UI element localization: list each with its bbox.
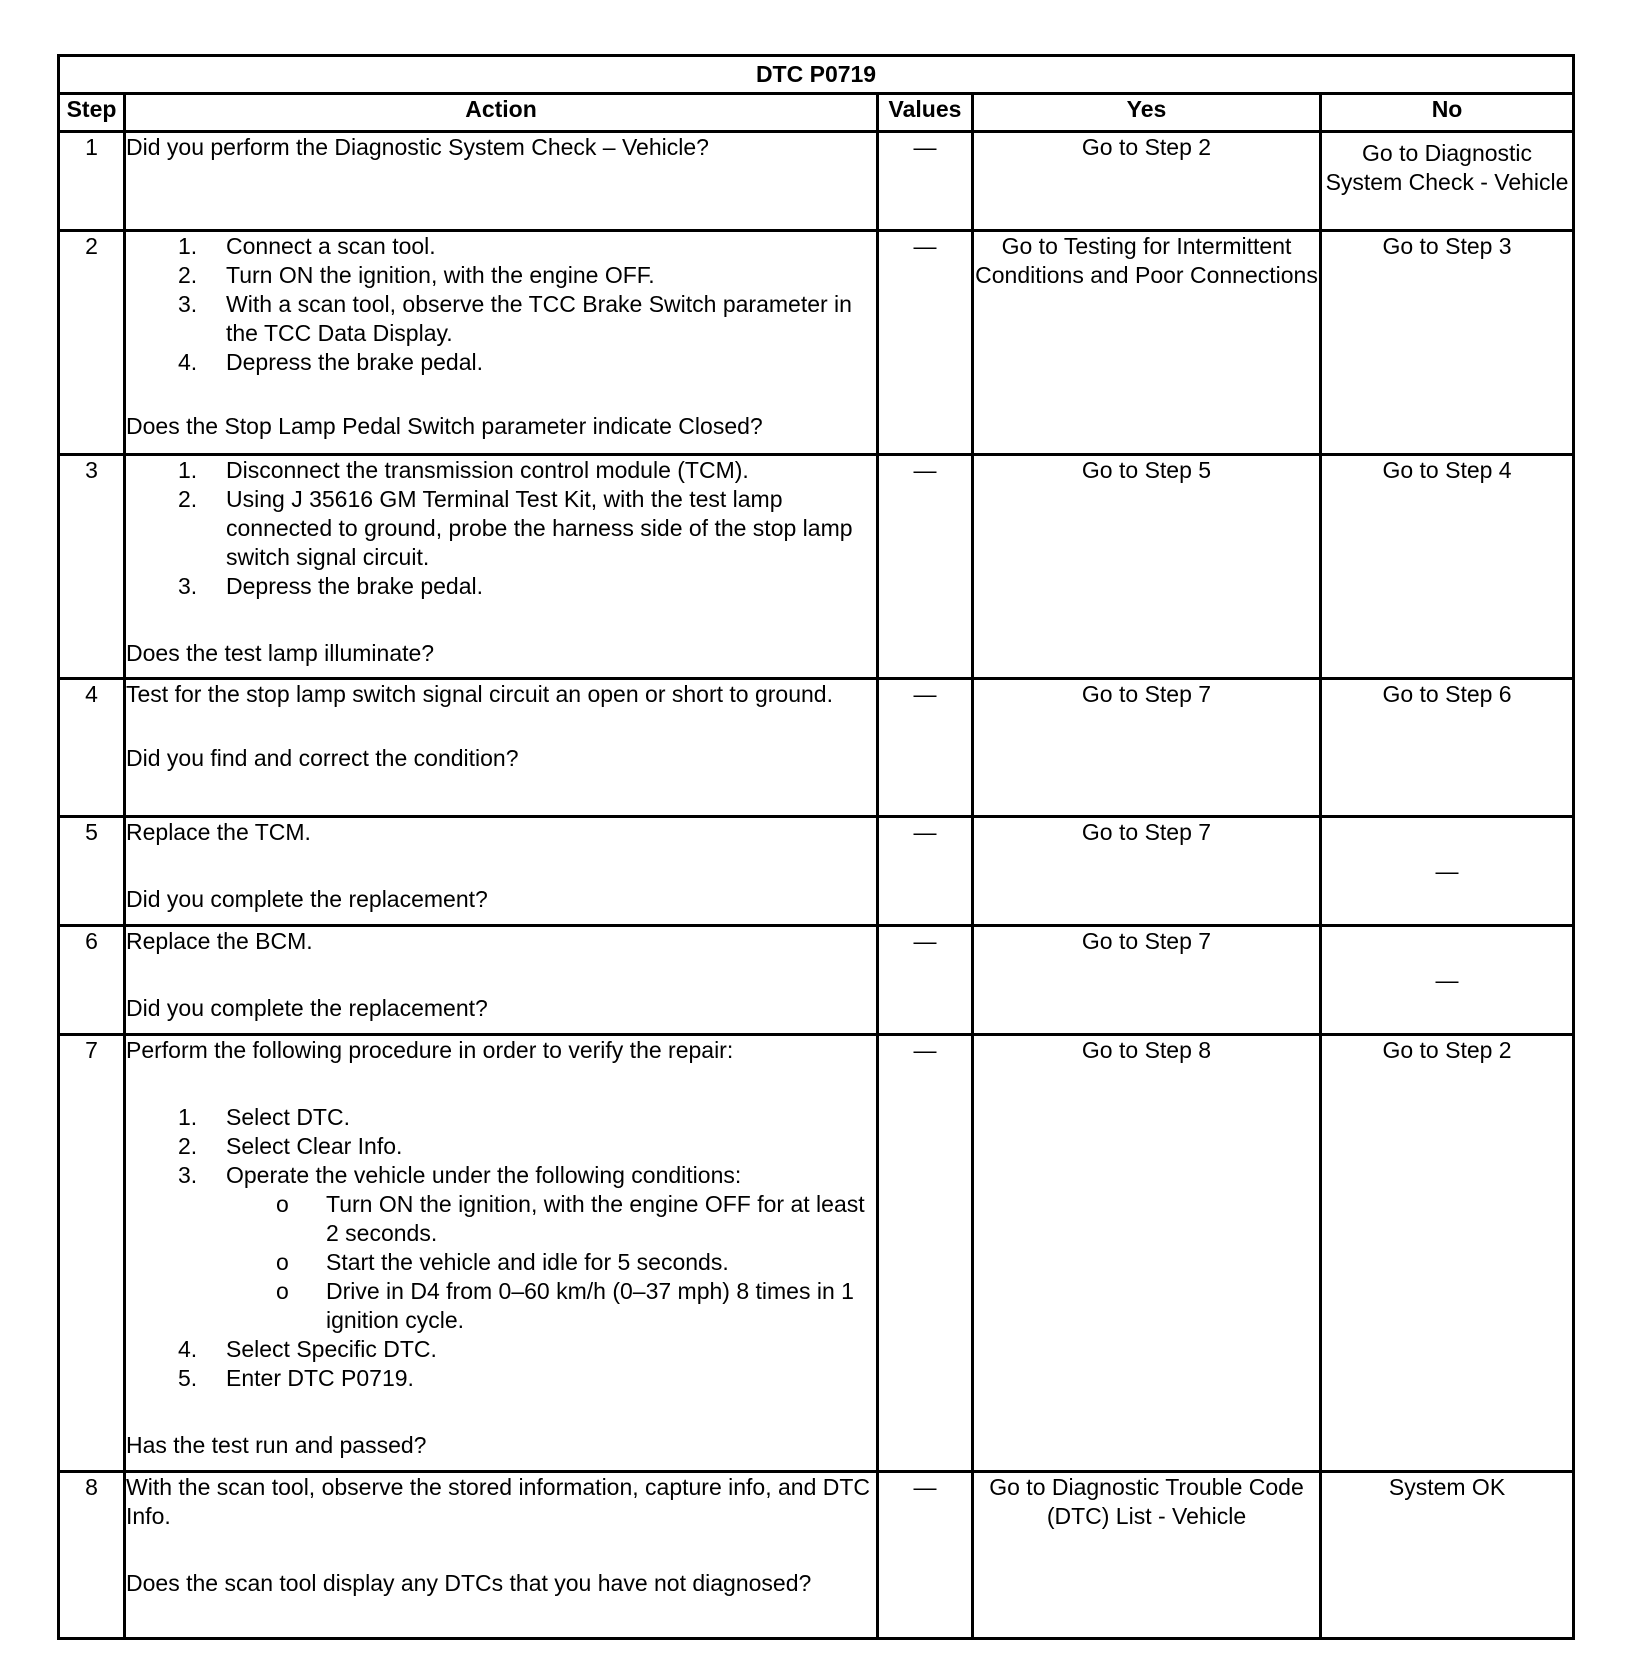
values-dash: —: [913, 681, 937, 707]
values-cell: [878, 926, 973, 1035]
values-dash: —: [913, 1037, 937, 1063]
action-intro: Test for the stop lamp switch signal circuit an open or short to ground.: [126, 681, 833, 707]
list-item: 2. Select Clear Info.: [178, 1133, 403, 1159]
action-question: Did you perform the Diagnostic System Check – Vehicle?: [126, 134, 709, 160]
table-row: [59, 679, 1574, 817]
yes-cell: Go to Testing for Intermittent Conditions and Poor Connections: [973, 231, 1321, 455]
header-no: No: [1321, 94, 1574, 132]
values-dash: —: [913, 1474, 937, 1500]
step-number: 4: [59, 679, 125, 817]
conditions-list: [226, 1190, 876, 1335]
yes-cell: Go to Step 5: [973, 455, 1321, 679]
values-cell: [878, 817, 973, 926]
yes-cell: Go to Step 7: [973, 817, 1321, 926]
list-item: o Drive in D4 from 0–60 km/h (0–37 mph) 8 times in 1 ignition cycle.: [276, 1278, 854, 1333]
action-cell: [125, 455, 878, 679]
action-intro: Replace the BCM.: [126, 928, 313, 954]
values-cell: [878, 455, 973, 679]
action-question: Did you complete the replacement?: [126, 995, 488, 1021]
values-cell: [878, 679, 973, 817]
list-item: o Turn ON the ignition, with the engine OFF for at least 2 seconds.: [276, 1191, 865, 1246]
values-cell: [878, 1035, 973, 1472]
no-cell: Go to Step 4: [1321, 455, 1574, 679]
action-question: Did you complete the replacement?: [126, 886, 488, 912]
values-dash: —: [913, 134, 937, 160]
list-item: 1. Connect a scan tool.: [178, 233, 436, 259]
values-dash: —: [913, 819, 937, 845]
step-number: 3: [59, 455, 125, 679]
no-cell: Go to Step 3: [1321, 231, 1574, 455]
action-question: Does the Stop Lamp Pedal Switch parameter indicate Closed?: [126, 413, 763, 439]
no-cell: —: [1321, 817, 1574, 926]
no-cell: Go to Diagnostic System Check - Vehicle: [1321, 132, 1574, 231]
table-row: [59, 231, 1574, 455]
action-cell: [125, 231, 878, 455]
action-intro: With the scan tool, observe the stored information, capture info, and DTC Info.: [126, 1474, 871, 1529]
table-row: [59, 1472, 1574, 1639]
list-item: 3. Operate the vehicle under the following conditions: o Turn ON the ignition, with the engine OFF for at least 2 seconds. o Start the vehicle and idle for 5 seconds. o Drive in D4 from 0–60 km/h (0–37 mph) 8 times in 1 ignition cycle.: [126, 1161, 876, 1335]
yes-cell: Go to Diagnostic Trouble Code (DTC) List - Vehicle: [973, 1472, 1321, 1639]
table-row: [59, 926, 1574, 1035]
no-cell: Go to Step 2: [1321, 1035, 1574, 1472]
no-cell: System OK: [1321, 1472, 1574, 1639]
action-cell: [125, 1035, 878, 1472]
yes-cell: Go to Step 7: [973, 679, 1321, 817]
table-row: [59, 817, 1574, 926]
list-item: 5. Enter DTC P0719.: [178, 1365, 414, 1391]
table-row: [59, 455, 1574, 679]
action-cell: [125, 679, 878, 817]
step-number: 2: [59, 231, 125, 455]
list-item: 1. Select DTC.: [178, 1104, 350, 1130]
values-cell: [878, 132, 973, 231]
step-number: 8: [59, 1472, 125, 1639]
table-row: [59, 1035, 1574, 1472]
step-number: 5: [59, 817, 125, 926]
list-item: 2. Using J 35616 GM Terminal Test Kit, with the test lamp connected to ground, probe the harness side of the stop lamp switch signal circuit.: [178, 486, 853, 570]
yes-cell: Go to Step 2: [973, 132, 1321, 231]
action-intro: Perform the following procedure in order to verify the repair:: [126, 1037, 734, 1063]
action-question: Did you find and correct the condition?: [126, 745, 519, 771]
procedure-list: [126, 1103, 876, 1393]
header-yes: Yes: [973, 94, 1321, 132]
list-item: 4. Depress the brake pedal.: [178, 349, 483, 375]
action-cell: [125, 817, 878, 926]
step-number: 1: [59, 132, 125, 231]
action-intro: Replace the TCM.: [126, 819, 311, 845]
header-step: Step: [59, 94, 125, 132]
action-question: Has the test run and passed?: [126, 1432, 427, 1458]
list-item: 3. Depress the brake pedal.: [178, 573, 483, 599]
list-item: 1. Disconnect the transmission control module (TCM).: [178, 457, 749, 483]
action-cell: [125, 1472, 878, 1639]
values-dash: —: [913, 928, 937, 954]
step-number: 7: [59, 1035, 125, 1472]
list-item: 2. Turn ON the ignition, with the engine OFF.: [178, 262, 655, 288]
action-question: Does the test lamp illuminate?: [126, 640, 435, 666]
action-question: Does the scan tool display any DTCs that you have not diagnosed?: [126, 1570, 812, 1596]
values-cell: [878, 1472, 973, 1639]
values-dash: —: [913, 457, 937, 483]
values-cell: [878, 231, 973, 455]
step-number: 6: [59, 926, 125, 1035]
list-item: 3. With a scan tool, observe the TCC Brake Switch parameter in the TCC Data Display.: [178, 291, 852, 346]
procedure-list: [126, 456, 876, 601]
yes-cell: Go to Step 8: [973, 1035, 1321, 1472]
list-item: 4. Select Specific DTC.: [178, 1336, 437, 1362]
dtc-table: [57, 54, 1575, 1640]
table-title: DTC P0719: [59, 56, 1574, 94]
list-item: o Start the vehicle and idle for 5 seconds.: [276, 1249, 729, 1275]
header-values: Values: [878, 94, 973, 132]
action-cell: [125, 132, 878, 231]
action-cell: [125, 926, 878, 1035]
no-cell: Go to Step 6: [1321, 679, 1574, 817]
table-row: [59, 132, 1574, 231]
values-dash: —: [913, 233, 937, 259]
header-action: Action: [125, 94, 878, 132]
procedure-list: [126, 232, 876, 377]
no-cell: —: [1321, 926, 1574, 1035]
yes-cell: Go to Step 7: [973, 926, 1321, 1035]
